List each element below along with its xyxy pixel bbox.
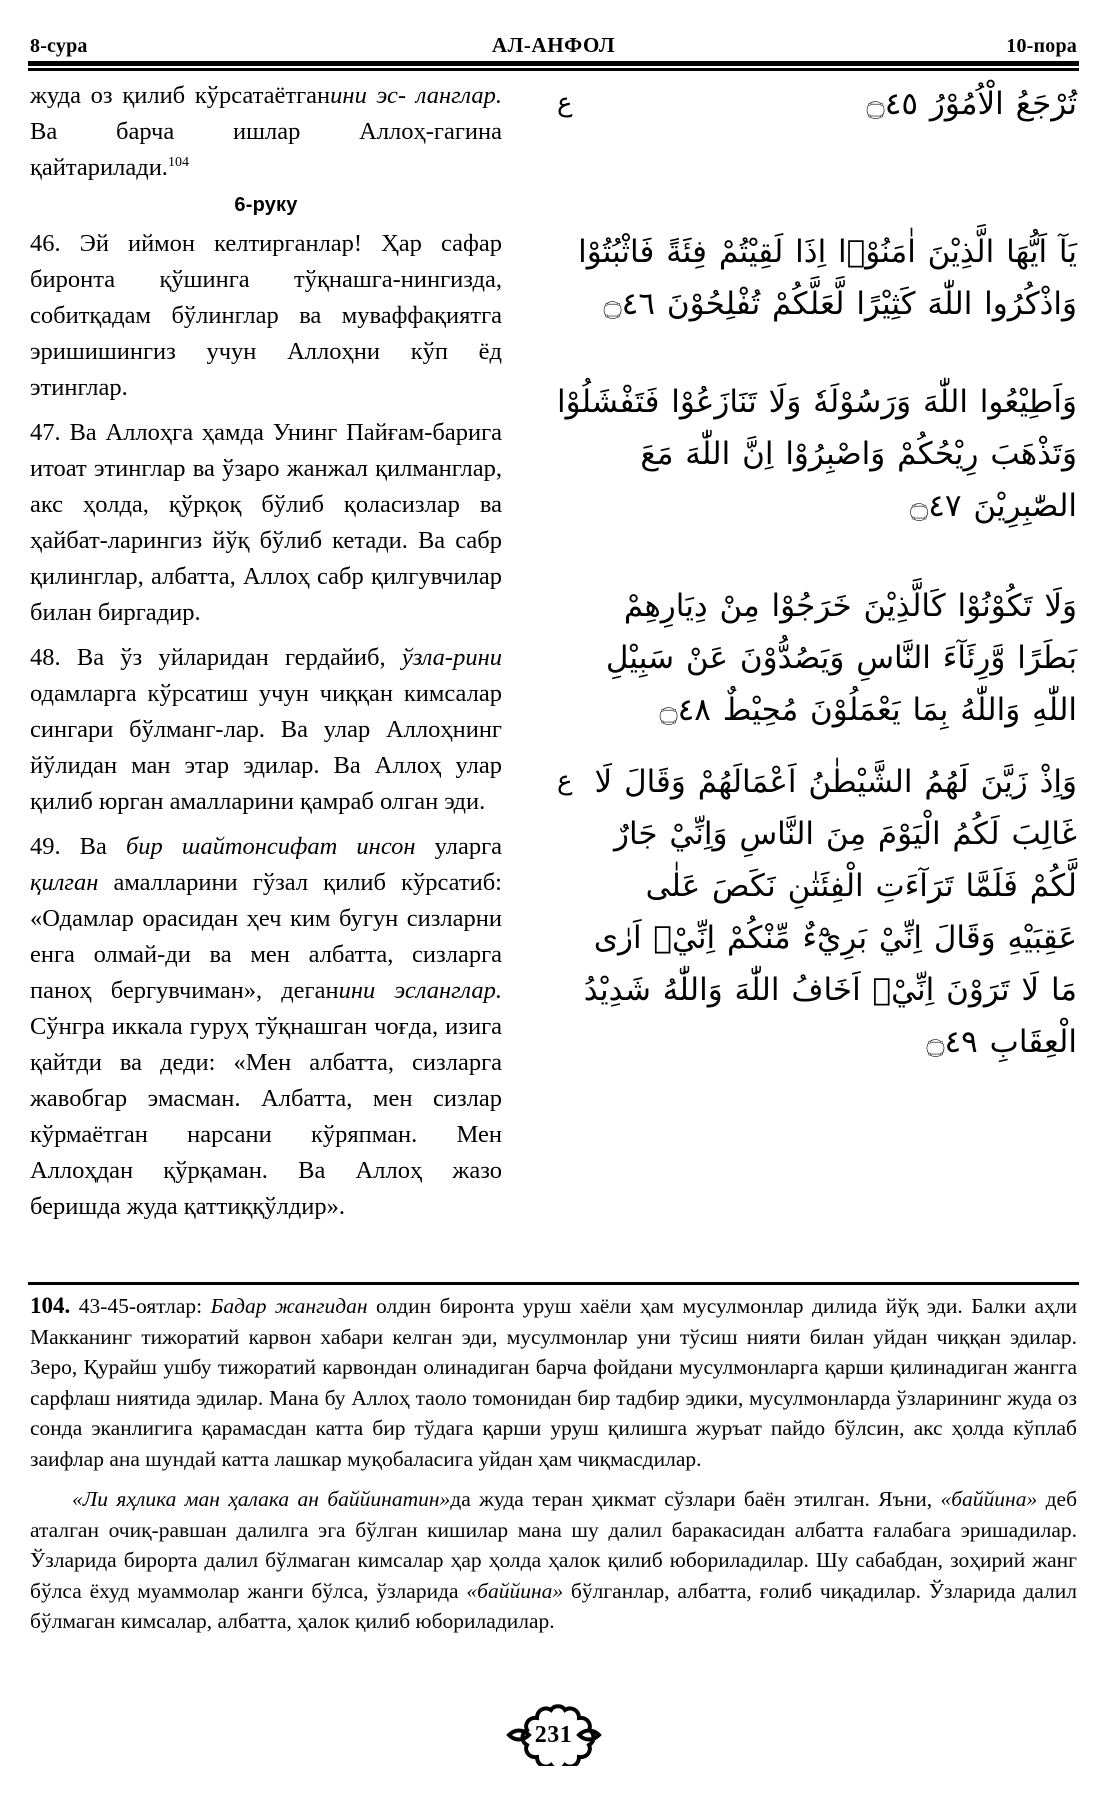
uzbek-translation-column <box>30 78 502 1227</box>
arabic-text-column <box>557 78 1077 1068</box>
verse-48-pre: Ва ўз уйларидан гердайиб, <box>60 644 402 671</box>
verse-46-number: 46. <box>30 230 61 257</box>
ruku-symbol-icon-2: ع <box>557 766 573 796</box>
verse-49-italic-2: қилган <box>30 869 99 896</box>
footnote-p2-c: бўлганлар, албатта, ғолиб чиқадилар. Ўзларида далил бўлмаган кимсалар, албатта, ҳалок қилиб юбориладилар. <box>30 1578 1077 1633</box>
footnote-paragraph-2 <box>30 1484 1077 1637</box>
footnote-p2-a: да жуда теран ҳикмат сўзлари баён этилган. Яъни, <box>450 1487 941 1511</box>
page-number-ornament-icon <box>496 1704 612 1766</box>
page-number-area <box>0 1700 1107 1770</box>
continued-paragraph <box>30 78 502 186</box>
footnote-quote-3: «баййина» <box>466 1578 564 1603</box>
footnote-section <box>30 1291 1077 1637</box>
arabic-verse-49-row <box>557 756 1077 1068</box>
arabic-verse-45-tail: تُرْجَعُ الْاُمُوْرُ ۝٤٥ <box>866 86 1077 122</box>
running-head-sura: 8-сура <box>30 35 88 57</box>
arabic-verse-48: وَلَا تَكُوْنُوْا كَالَّذِيْنَ خَرَجُوْا مِنْ دِيَارِهِمْ بَطَرًا وَّرِئَآءَ النَّاسِ وَيَصُدُّوْنَ عَنْ سَبِيْلِ اللّٰهِ وَاللّٰهُ بِمَا يَعْمَلُوْنَ مُحِيْطٌ ۝٤٨ <box>605 588 1077 728</box>
arabic-verse-45-row <box>557 78 1077 130</box>
verse-49-italic-3: ини эсланглар. <box>338 977 502 1004</box>
footnote-italic-badr: Бадар жангидан <box>210 1294 368 1318</box>
verse-48-italic: ўзла-рини <box>401 644 502 671</box>
verse-49 <box>30 829 502 1225</box>
verse-48 <box>30 640 502 820</box>
continued-italic1: ини эс- <box>330 82 407 109</box>
verse-46 <box>30 226 502 406</box>
verse-49-number: 49. <box>30 833 61 860</box>
verse-48-post: одамларга кўрсатиш учун чиққан кимсалар сингари бўлманг-лар. Ва улар Аллоҳнинг йўлидан ман этар эдилар. Ва Аллоҳ улар қилиб юрган амалларини қамраб олган эди. <box>30 680 502 815</box>
verse-47 <box>30 415 502 631</box>
arabic-verse-46: يَآ اَيُّهَا الَّذِيْنَ اٰمَنُوْۤا اِذَا لَقِيْتُمْ فِئَةً فَاثْبُتُوْا وَاذْكُرُوا اللّٰهَ كَثِيْرًا لَّعَلَّكُمْ تُفْلِحُوْنَ ۝٤٦ <box>578 234 1077 322</box>
continued-part1: жуда оз қилиб кўрсатаётган <box>30 82 331 109</box>
footnote-paragraph-1 <box>30 1291 1077 1474</box>
verse-49-mid-1: уларга <box>415 833 503 860</box>
verse-46-text: Эй иймон келтирганлар! Ҳар сафар биронта қўшинга тўқнашга-нингизда, собитқадам бўлинглар ва муваффақиятга эришишингиз учун Аллоҳни кўп ёд этинглар. <box>30 230 502 401</box>
continued-part2: Ва барча ишлар Аллоҳ-гагина қайтарилади. <box>30 118 502 181</box>
verse-47-number: 47. <box>30 419 61 446</box>
footnote-quote-1: «Ли яҳлика ман ҳалака ан баййинатин» <box>72 1487 451 1511</box>
verse-47-text: Ва Аллоҳга ҳамда Унинг Пайғам-барига итоат этинглар ва ўзаро жанжал қилманглар, акс ҳолда, қўрқоқ бўлиб қоласизлар ва ҳайбат-ларингиз йўқ бўлиб кетади. Ва сабр қилинглар, албатта, Аллоҳ сабр қилгувчилар билан биргадир. <box>30 419 502 626</box>
footnote-number: 104. <box>30 1293 71 1318</box>
arabic-verse-49: وَاِذْ زَيَّنَ لَهُمُ الشَّيْطٰنُ اَعْمَالَهُمْ وَقَالَ لَا غَالِبَ لَكُمُ الْيَوْمَ مِنَ النَّاسِ وَاِنِّيْ جَارٌ لَّكُمْ فَلَمَّا تَرَآءَتِ الْفِئَتٰنِ نَكَصَ عَلٰى عَقِبَيْهِ وَقَالَ اِنِّيْ بَرِيْٓءٌ مِّنْكُمْ اِنِّيْۤ اَرٰى مَا لَا تَرَوْنَ اِنِّيْۤ اَخَافُ اللّٰهَ وَاللّٰهُ شَدِيْدُ الْعِقَابِ ۝٤٩ <box>583 764 1077 1060</box>
footnote-divider <box>28 1282 1079 1285</box>
footnote-p2-b: деб аталган очиқ-равшан далилга эга бўлган кишилар мана шу далил баракасидан албатта ғалабага эришадилар. Ўзларида бирорта далил бўлмаган кимсалар ҳар ҳолда ҳалок қилиб юбориладилар. Шу сабабдан, зоҳирий жанг бўлса ёхуд муаммолар жанги бўлса, ўзларида <box>30 1487 1078 1603</box>
footnote-quote-2: «баййина» <box>940 1487 1038 1511</box>
body-columns <box>30 78 1077 1238</box>
running-head-para: 10-пора <box>1006 35 1077 57</box>
ruku-symbol-icon: ع <box>557 88 573 118</box>
running-head <box>30 28 1077 58</box>
verse-49-italic-1: бир шайтонсифат инсон <box>125 833 416 860</box>
header-divider <box>28 61 1079 71</box>
footnote-p1-body: олдин биронта уруш хаёли ҳам мусулмонлар дилида йўқ эди. Балки аҳли Макканинг тижоратий карвон хабари келган эди, мусулмонлар уни тўсиш нияти билан уйдан чиққан эдилар. Зеро, Қурайш ушбу тижоратий карвондан олинадиган барча фойдани мусулмонларга қарши қилинадиган жангга сарфлаш ниятида эдилар. Мана бу Аллоҳ таоло томонидан бир тадбир эдики, мусулмонларда ўзларининг жуда оз сонда эканлигига қарамасдан катта бир тўдага қарши уруш қилишга журъат пайдо бўлсин, акс ҳолда кўплаб заифлар ана шундай катта лашкар муқобаласига уйдан ҳам чиқмасдилар. <box>30 1294 1077 1471</box>
page-number: 231 <box>534 1721 573 1748</box>
footnote-ayat-range: 43-45-оятлар: <box>70 1294 211 1318</box>
verse-49-mid-2: амалларини гўзал қилиб кўрсатиб: «Одамлар орасидан ҳеч ким бугун сизларни енга олмай-ди ва мен албатта, сизларга паноҳ бергувчиман», деган <box>30 869 502 1004</box>
footnote-marker-104[interactable]: 104 <box>167 154 189 170</box>
arabic-verse-47: وَاَطِيْعُوا اللّٰهَ وَرَسُوْلَهٗ وَلَا تَنَازَعُوْا فَتَفْشَلُوْا وَتَذْهَبَ رِيْحُكُمْ وَاصْبِرُوْا اِنَّ اللّٰهَ مَعَ الصّٰبِرِيْنَ ۝٤٧ <box>557 384 1077 524</box>
running-head-title: АЛ-АНФОЛ <box>491 33 616 57</box>
verse-49-pre: Ва <box>60 833 126 860</box>
verse-49-post: Сўнгра иккала гуруҳ тўқнашган чоғда, изига қайтди ва деди: «Мен албатта, сизларга жавобгар эмасман. Албатта, мен сизлар кўрмаётган нарсани кўряпман. Мен Аллоҳдан қўрқаман. Ва Аллоҳ жазо беришда жуда қаттиққўлдир». <box>30 1013 502 1220</box>
ruku-heading: 6-руку <box>234 194 298 216</box>
continued-italic2: ланглар. <box>415 82 503 109</box>
verse-48-number: 48. <box>30 644 61 671</box>
